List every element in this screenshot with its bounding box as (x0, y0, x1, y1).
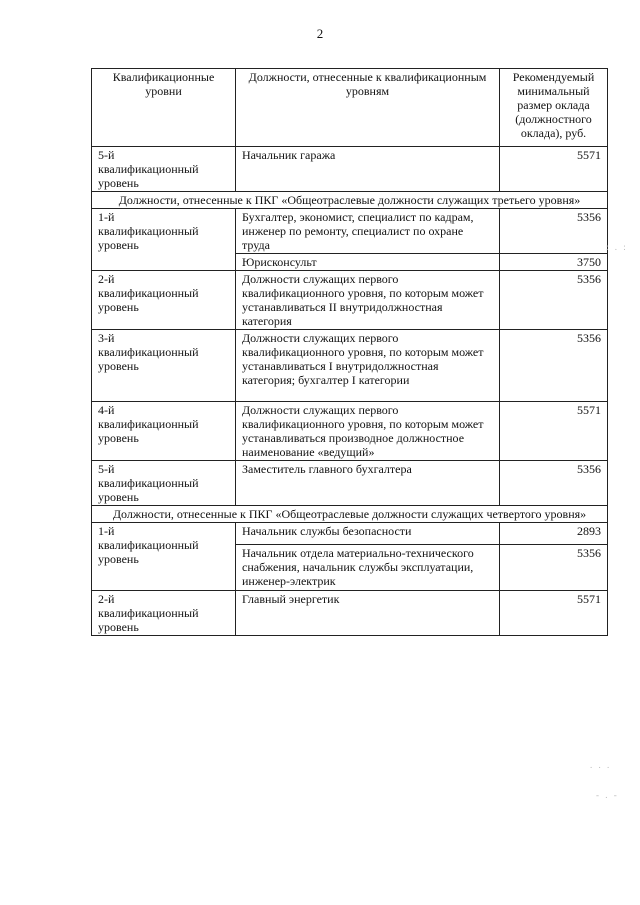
table-header-row (92, 69, 608, 147)
table-row (92, 330, 608, 402)
position-cell: Заместитель главного бухгалтера (236, 461, 500, 506)
salary-cell: 5571 (500, 147, 608, 192)
table-row (92, 461, 608, 506)
header-positions: Должности, отнесенные к квалификационным уровням (236, 69, 500, 147)
page-number: 2 (316, 26, 324, 41)
section-row (92, 506, 608, 523)
salary-cell: 5356 (500, 209, 608, 254)
table-row (92, 271, 608, 330)
level-cell: 2-й квалификационный уровень (92, 591, 236, 636)
table-row (92, 147, 608, 192)
salary-cell: 2893 (500, 523, 608, 545)
position-cell: Должности служащих первого квалификационного уровня, по которым может устанавливаться II внутридолжностная категория (236, 271, 500, 330)
scan-artifact: - . - (596, 790, 619, 800)
salary-cell: 5356 (500, 545, 608, 591)
level-cell: 3-й квалификационный уровень (92, 330, 236, 402)
salary-cell: 5571 (500, 591, 608, 636)
table-row (92, 523, 608, 545)
salary-cell: 5356 (500, 461, 608, 506)
position-cell: Начальник гаража (236, 147, 500, 192)
table-row (92, 402, 608, 461)
header-qualification-levels: Квалификационные уровни (92, 69, 236, 147)
section-row (92, 192, 608, 209)
level-cell: 4-й квалификационный уровень (92, 402, 236, 461)
level-cell: 1-й квалификационный уровень (92, 209, 236, 271)
section-heading: Должности, отнесенные к ПКГ «Общеотраслевые должности служащих третьего уровня» (92, 192, 608, 209)
position-cell: Начальник отдела материально-технического снабжения, начальник службы эксплуатации, инженер-электрик (236, 545, 500, 591)
position-cell: Главный энергетик (236, 591, 500, 636)
table-row (92, 209, 608, 254)
salary-table (91, 68, 608, 636)
level-cell: 5-й квалификационный уровень (92, 461, 236, 506)
position-cell: Должности служащих первого квалификационного уровня, по которым может устанавливаться I внутридолжностная категория; бухгалтер I категории (236, 330, 500, 402)
position-cell: Юрисконсульт (236, 254, 500, 271)
position-cell: Бухгалтер, экономист, специалист по кадрам, инженер по ремонту, специалист по охране труда (236, 209, 500, 254)
scan-artifact: . . . (590, 760, 612, 770)
salary-cell: 3750 (500, 254, 608, 271)
level-cell: 2-й квалификационный уровень (92, 271, 236, 330)
scan-artifact: : . : (606, 242, 628, 252)
level-cell: 5-й квалификационный уровень (92, 147, 236, 192)
section-heading: Должности, отнесенные к ПКГ «Общеотраслевые должности служащих четвертого уровня» (92, 506, 608, 523)
table-row (92, 591, 608, 636)
position-cell: Должности служащих первого квалификационного уровня, по которым может устанавливаться производное должностное наименование «ведущий» (236, 402, 500, 461)
salary-cell: 5571 (500, 402, 608, 461)
salary-cell: 5356 (500, 271, 608, 330)
level-cell: 1-й квалификационный уровень (92, 523, 236, 591)
header-min-salary: Рекомендуемый минимальный размер оклада (должностного оклада), руб. (500, 69, 608, 147)
salary-cell: 5356 (500, 330, 608, 402)
position-cell: Начальник службы безопасности (236, 523, 500, 545)
